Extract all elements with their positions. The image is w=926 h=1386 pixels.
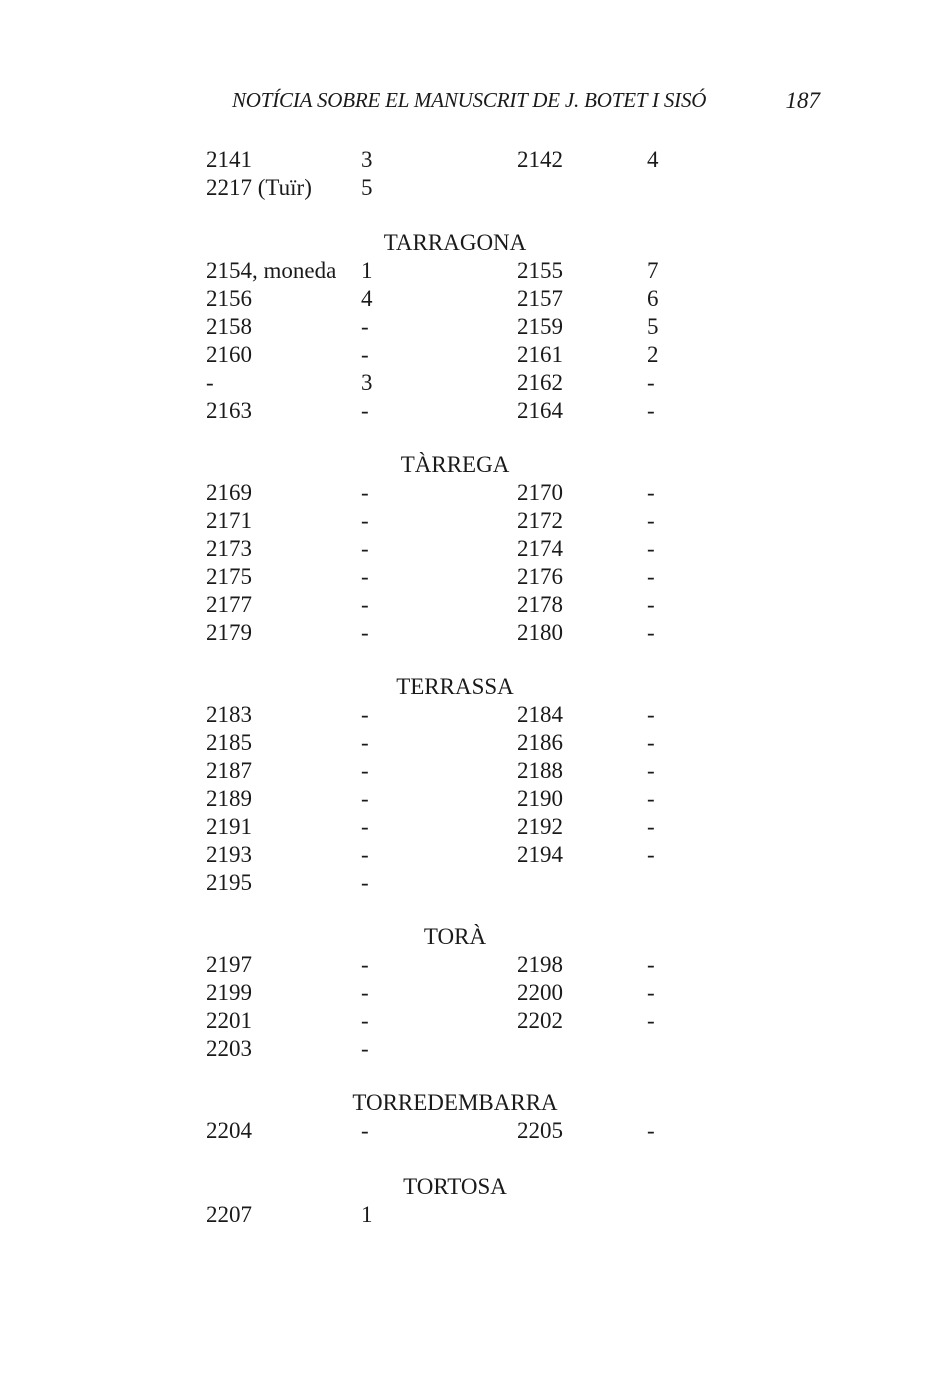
table-row [0,257,926,285]
table-row [0,479,926,507]
table-cell: 2142 [517,147,563,172]
table-cell: 2172 [517,508,563,533]
table-cell: - [361,842,369,867]
table-row [0,285,926,313]
table-cell: 2190 [517,786,563,811]
table-row [0,841,926,869]
running-title: NOTÍCIA SOBRE EL MANUSCRIT DE J. BOTET I SISÓ [232,88,707,112]
section-heading: TORÀ [423,924,487,949]
section-heading: TORREDEMBARRA [352,1090,558,1115]
table-cell: 2192 [517,814,563,839]
table-row [0,757,926,785]
table-cell: 2189 [206,786,252,811]
table-row [0,174,926,202]
table-row [0,397,926,425]
table-row [0,507,926,535]
table-cell: 2155 [517,258,563,283]
table-cell: - [647,952,655,977]
table-cell: - [361,786,369,811]
table-row [0,701,926,729]
table-cell: 2217 (Tuïr) [206,175,312,200]
table-cell: - [361,564,369,589]
table-cell: 2185 [206,730,252,755]
table-cell: - [361,702,369,727]
table-cell: - [361,1008,369,1033]
table-row [0,535,926,563]
table-row [0,951,926,979]
table-cell: - [361,1118,369,1143]
table-row [0,341,926,369]
table-cell: - [361,592,369,617]
section-heading: TERRASSA [396,674,514,699]
table-cell: - [361,980,369,1005]
table-cell: - [647,1008,655,1033]
table-row [0,1035,926,1063]
table-cell: - [647,758,655,783]
table-cell: - [206,370,214,395]
table-cell: 2178 [517,592,563,617]
table-cell: 2205 [517,1118,563,1143]
table-row [0,146,926,174]
table-cell: - [361,508,369,533]
table-row [0,369,926,397]
table-cell: 2202 [517,1008,563,1033]
table-row [0,1007,926,1035]
table-cell: 1 [361,1202,373,1227]
table-cell: 6 [647,286,659,311]
table-cell: 2195 [206,870,252,895]
table-cell: 2171 [206,508,252,533]
table-cell: 2207 [206,1202,252,1227]
table-cell: 2169 [206,480,252,505]
table-cell: - [647,508,655,533]
table-cell: - [361,758,369,783]
table-cell: 2 [647,342,659,367]
page-number: 187 [785,88,820,113]
table-cell: - [361,952,369,977]
table-cell: - [361,480,369,505]
table-cell: 7 [647,258,659,283]
table-cell: 2183 [206,702,252,727]
table-cell: - [361,1036,369,1061]
table-cell: 2157 [517,286,563,311]
section-heading: TARRAGONA [383,230,527,255]
table-row [0,591,926,619]
table-cell: - [647,480,655,505]
table-row [0,785,926,813]
table-cell: 2141 [206,147,252,172]
table-cell: 2204 [206,1118,252,1143]
table-cell: 2158 [206,314,252,339]
table-cell: - [361,342,369,367]
section-heading: TORTOSA [403,1174,507,1199]
table-cell: - [647,980,655,1005]
table-row [0,563,926,591]
table-cell: 2164 [517,398,563,423]
table-cell: 5 [361,175,373,200]
table-cell: 3 [361,147,373,172]
table-row [0,729,926,757]
table-cell: 2186 [517,730,563,755]
table-cell: 2200 [517,980,563,1005]
table-cell: 2199 [206,980,252,1005]
table-cell: 2194 [517,842,563,867]
table-cell: - [647,814,655,839]
table-cell: 2154, moneda [206,258,337,283]
table-cell: - [647,842,655,867]
table-row [0,869,926,897]
table-cell: - [647,786,655,811]
table-cell: 2193 [206,842,252,867]
table-cell: - [647,1118,655,1143]
table-cell: 2179 [206,620,252,645]
table-row [0,619,926,647]
table-cell: - [647,370,655,395]
table-cell: 2188 [517,758,563,783]
table-cell: 2184 [517,702,563,727]
table-cell: - [647,536,655,561]
table-cell: - [361,536,369,561]
table-cell: 2203 [206,1036,252,1061]
table-cell: - [647,398,655,423]
table-cell: 2174 [517,536,563,561]
table-cell: 2187 [206,758,252,783]
table-cell: 2170 [517,480,563,505]
table-cell: - [647,702,655,727]
table-cell: - [647,730,655,755]
table-cell: - [361,620,369,645]
table-row [0,313,926,341]
table-cell: 2180 [517,620,563,645]
table-cell: 2201 [206,1008,252,1033]
table-row [0,1117,926,1145]
table-cell: 2159 [517,314,563,339]
table-row [0,813,926,841]
table-cell: 2197 [206,952,252,977]
table-cell: 2191 [206,814,252,839]
table-cell: 2163 [206,398,252,423]
table-cell: 4 [647,147,659,172]
running-header [0,88,926,120]
table-cell: - [361,814,369,839]
table-cell: - [361,730,369,755]
table-row [0,979,926,1007]
table-row [0,1201,926,1229]
table-cell: 5 [647,314,659,339]
table-cell: - [361,314,369,339]
table-cell: 2162 [517,370,563,395]
table-cell: 3 [361,370,373,395]
table-cell: 2160 [206,342,252,367]
table-cell: 4 [361,286,373,311]
section-heading: TÀRREGA [400,452,510,477]
table-cell: 2175 [206,564,252,589]
table-cell: 2161 [517,342,563,367]
table-cell: 2173 [206,536,252,561]
table-cell: 1 [361,258,373,283]
table-cell: - [647,564,655,589]
table-cell: - [647,592,655,617]
table-cell: 2198 [517,952,563,977]
table-cell: - [647,620,655,645]
table-cell: - [361,870,369,895]
table-cell: 2176 [517,564,563,589]
table-cell: - [361,398,369,423]
table-cell: 2177 [206,592,252,617]
table-cell: 2156 [206,286,252,311]
